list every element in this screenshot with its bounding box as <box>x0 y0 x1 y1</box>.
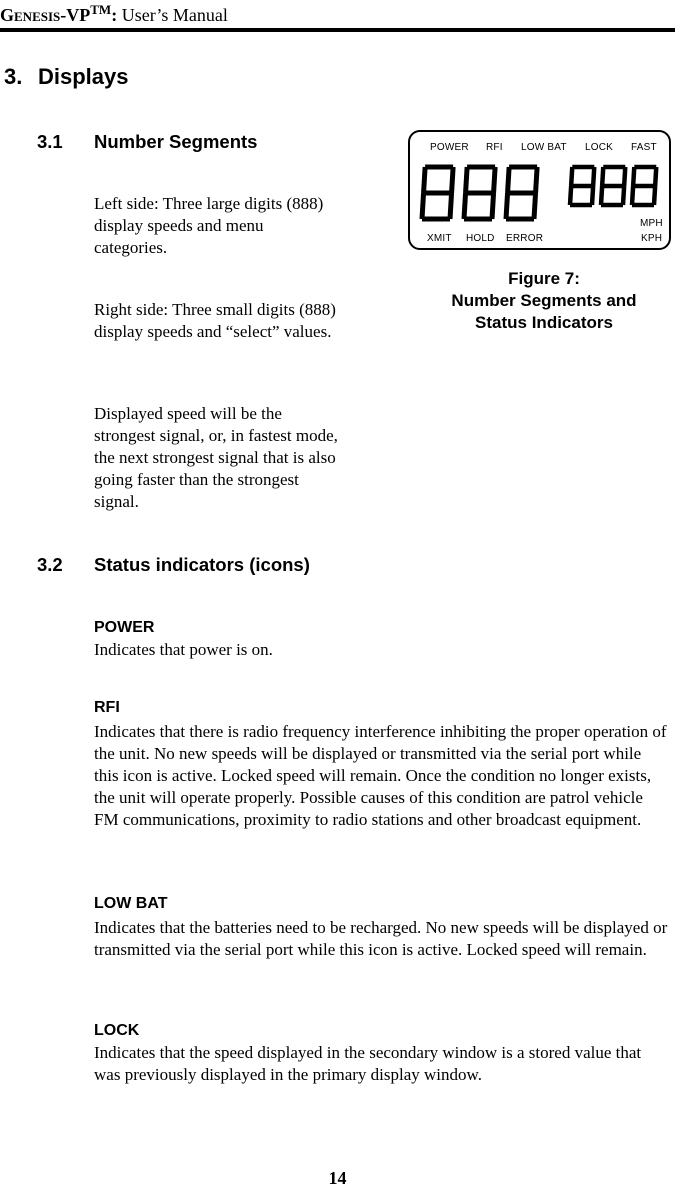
small-digit-2-segment-b <box>624 167 625 186</box>
indicator-fast: FAST <box>631 142 657 153</box>
paragraph-left-side: Left side: Three large digits (888) display speeds and menu categories. <box>94 194 324 257</box>
indicator-lock: LOCK <box>585 142 614 153</box>
section-heading: 3. Displays <box>4 64 129 89</box>
term-low-bat: LOW BAT <box>94 895 168 912</box>
indicator-rfi: RFI <box>486 142 503 153</box>
description-power: Indicates that power is on. <box>94 640 273 659</box>
term-lock: LOCK <box>94 1022 140 1039</box>
large-digits-888 <box>422 167 537 219</box>
small-digit-2-segment-c <box>623 186 624 205</box>
large-digit-1-segment-c <box>450 193 452 219</box>
figure-caption: Figure 7: Number Segments and Status Indicators <box>451 269 637 332</box>
large-digit-2-segment-f <box>466 167 468 193</box>
description-rfi: Indicates that there is radio frequency interference inhibiting the proper operation of the unit. No new speeds will be displayed or transmitted via the serial port while this icon is active. Locked speed will remain. Once the condition no longer exists, the unit will operate properly. Possible causes of this condition are patrol vehicle FM communications, proximity to radio stations and other broadcast equipment. <box>94 722 667 829</box>
header-rule <box>0 28 675 32</box>
paragraph-displayed-speed: Displayed speed will be the strongest signal, or, in fastest mode, the next strongest signal that is also going faster than the strongest signal. <box>94 404 338 511</box>
unit-mph: MPH <box>640 218 663 229</box>
small-digit-3-segment-b <box>655 167 656 186</box>
small-digit-1-segment-e <box>570 186 571 205</box>
small-digit-2-segment-f <box>602 167 603 186</box>
indicator-xmit: XMIT <box>427 233 452 244</box>
large-digit-2-segment-e <box>464 193 466 219</box>
large-digit-3-segment-f <box>508 167 510 193</box>
manual-subtitle: User’s Manual <box>117 5 228 25</box>
display-panel-figure <box>408 130 671 250</box>
small-digit-3-segment-e <box>632 186 633 205</box>
large-digit-2-segment-c <box>492 193 494 219</box>
small-digit-1-segment-f <box>571 167 572 186</box>
small-digit-1-segment-b <box>593 167 594 186</box>
indicator-low-bat: LOW BAT <box>521 142 567 153</box>
paragraph-right-side: Right side: Three small digits (888) display speeds and “select” values. <box>94 300 336 341</box>
small-digit-2-segment-e <box>601 186 602 205</box>
unit-kph: KPH <box>641 233 663 244</box>
subsection-heading-number-segments: 3.1 Number Segments <box>37 131 258 152</box>
large-digit-3-segment-e <box>506 193 508 219</box>
indicator-hold: HOLD <box>466 233 495 244</box>
large-digit-1-segment-f <box>424 167 426 193</box>
indicator-power: POWER <box>430 142 469 153</box>
small-digit-1-segment-c <box>592 186 593 205</box>
page-number: 14 <box>328 1168 347 1188</box>
description-low-bat: Indicates that the batteries need to be recharged. No new speeds will be displayed or transmitted via the serial port while this icon is active. Locked speed will remain. <box>94 918 668 959</box>
small-digits-888 <box>570 167 656 205</box>
brand-name: GENESIS-VP™: <box>0 2 118 25</box>
large-digit-3-segment-c <box>534 193 536 219</box>
large-digit-1-segment-e <box>422 193 424 219</box>
term-power: POWER <box>94 619 155 636</box>
seven-segment-digits <box>410 132 669 248</box>
large-digit-2-segment-b <box>494 167 496 193</box>
small-digit-3-segment-c <box>654 186 655 205</box>
small-digit-3-segment-f <box>633 167 634 186</box>
large-digit-1-segment-b <box>452 167 454 193</box>
large-digit-3-segment-b <box>536 167 538 193</box>
indicator-error: ERROR <box>506 233 544 244</box>
subsection-heading-status-indicators: 3.2 Status indicators (icons) <box>37 554 310 575</box>
running-header <box>0 0 228 27</box>
term-rfi: RFI <box>94 699 120 716</box>
description-lock: Indicates that the speed displayed in the secondary window is a stored value that was previously displayed in the primary display window. <box>94 1043 642 1084</box>
